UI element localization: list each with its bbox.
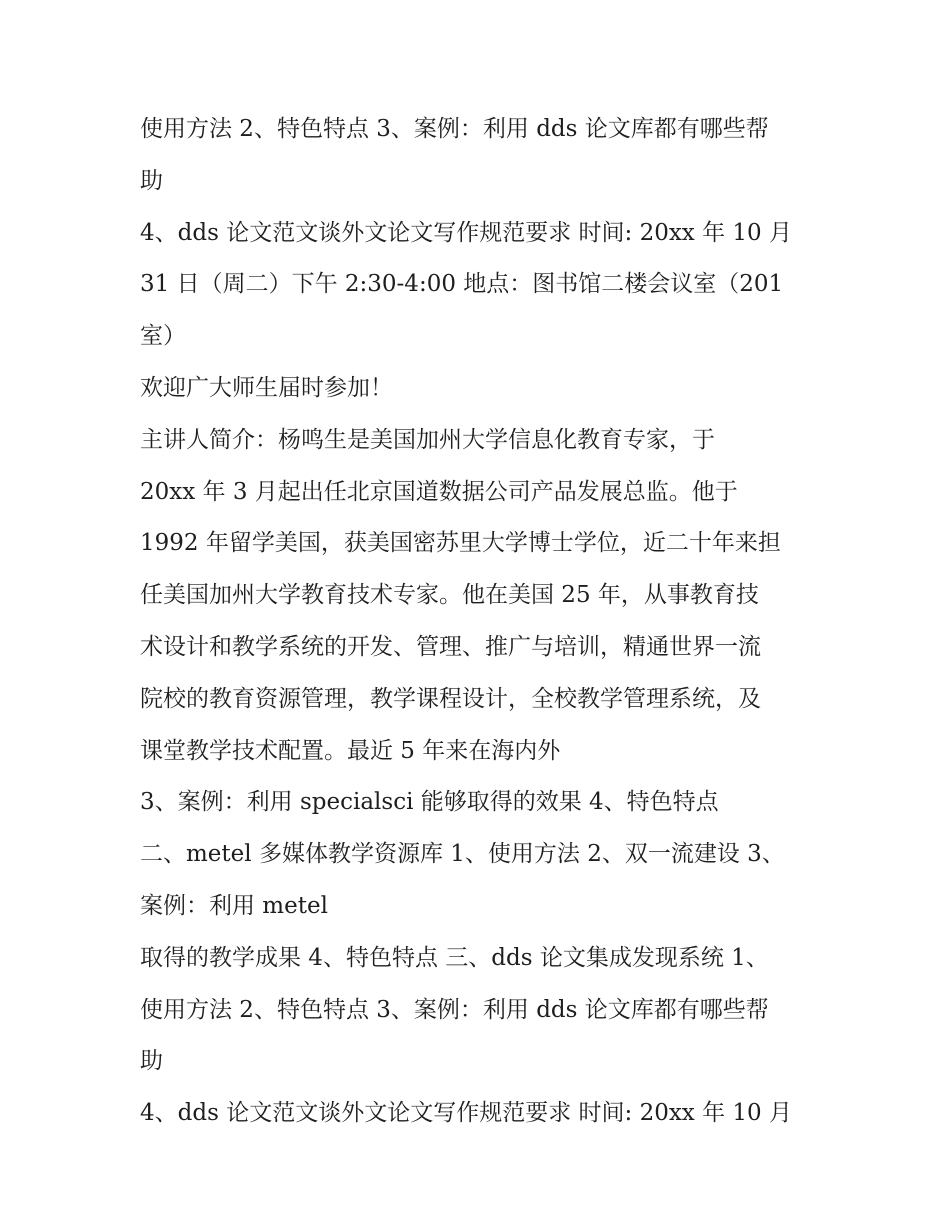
text-line: 使用方法 2、特色特点 3、案例：利用 dds 论文库都有哪些帮 (140, 996, 769, 1023)
text-line: 院校的教育资源管理，教学课程设计，全校教学管理系统，及 (140, 685, 761, 712)
text-line: 室） (140, 323, 186, 350)
text-line: 3、案例：利用 specialsci 能够取得的效果 4、特色特点 (140, 789, 719, 816)
text-line: 助 (140, 167, 163, 194)
text-line: 取得的教学成果 4、特色特点 三、dds 论文集成发现系统 1、 (140, 944, 769, 971)
text-line: 使用方法 2、特色特点 3、案例：利用 dds 论文库都有哪些帮 (140, 116, 769, 142)
text-line: 助 (140, 1048, 163, 1075)
text-line: 术设计和教学系统的开发、管理、推广与培训，精通世界一流 (140, 633, 761, 660)
text-line: 31 日（周二）下午 2:30-4:00 地点：图书馆二楼会议室（201 (140, 271, 784, 298)
text-line: 课堂教学技术配置。最近 5 年来在海内外 (140, 737, 561, 764)
text-line: 4、dds 论文范文谈外文论文写作规范要求 时间: 20xx 年 10 月 (140, 219, 792, 246)
document-body (140, 104, 830, 1140)
text-line: 案例：利用 metel (140, 892, 328, 919)
text-line: 主讲人简介：杨鸣生是美国加州大学信息化教育专家，于 (140, 426, 715, 453)
text-line: 任美国加州大学教育技术专家。他在美国 25 年，从事教育技 (140, 582, 759, 609)
text-line: 欢迎广大师生届时参加！ (140, 374, 393, 401)
text-line: 20xx 年 3 月起出任北京国道数据公司产品发展总监。他于 (140, 478, 738, 505)
text-line: 4、dds 论文范文谈外文论文写作规范要求 时间: 20xx 年 10 月 (140, 1100, 792, 1127)
text-line: 1992 年留学美国，获美国密苏里大学博士学位，近二十年来担 (140, 530, 781, 557)
text-line: 二、metel 多媒体教学资源库 1、使用方法 2、双一流建设 3、 (140, 841, 785, 868)
